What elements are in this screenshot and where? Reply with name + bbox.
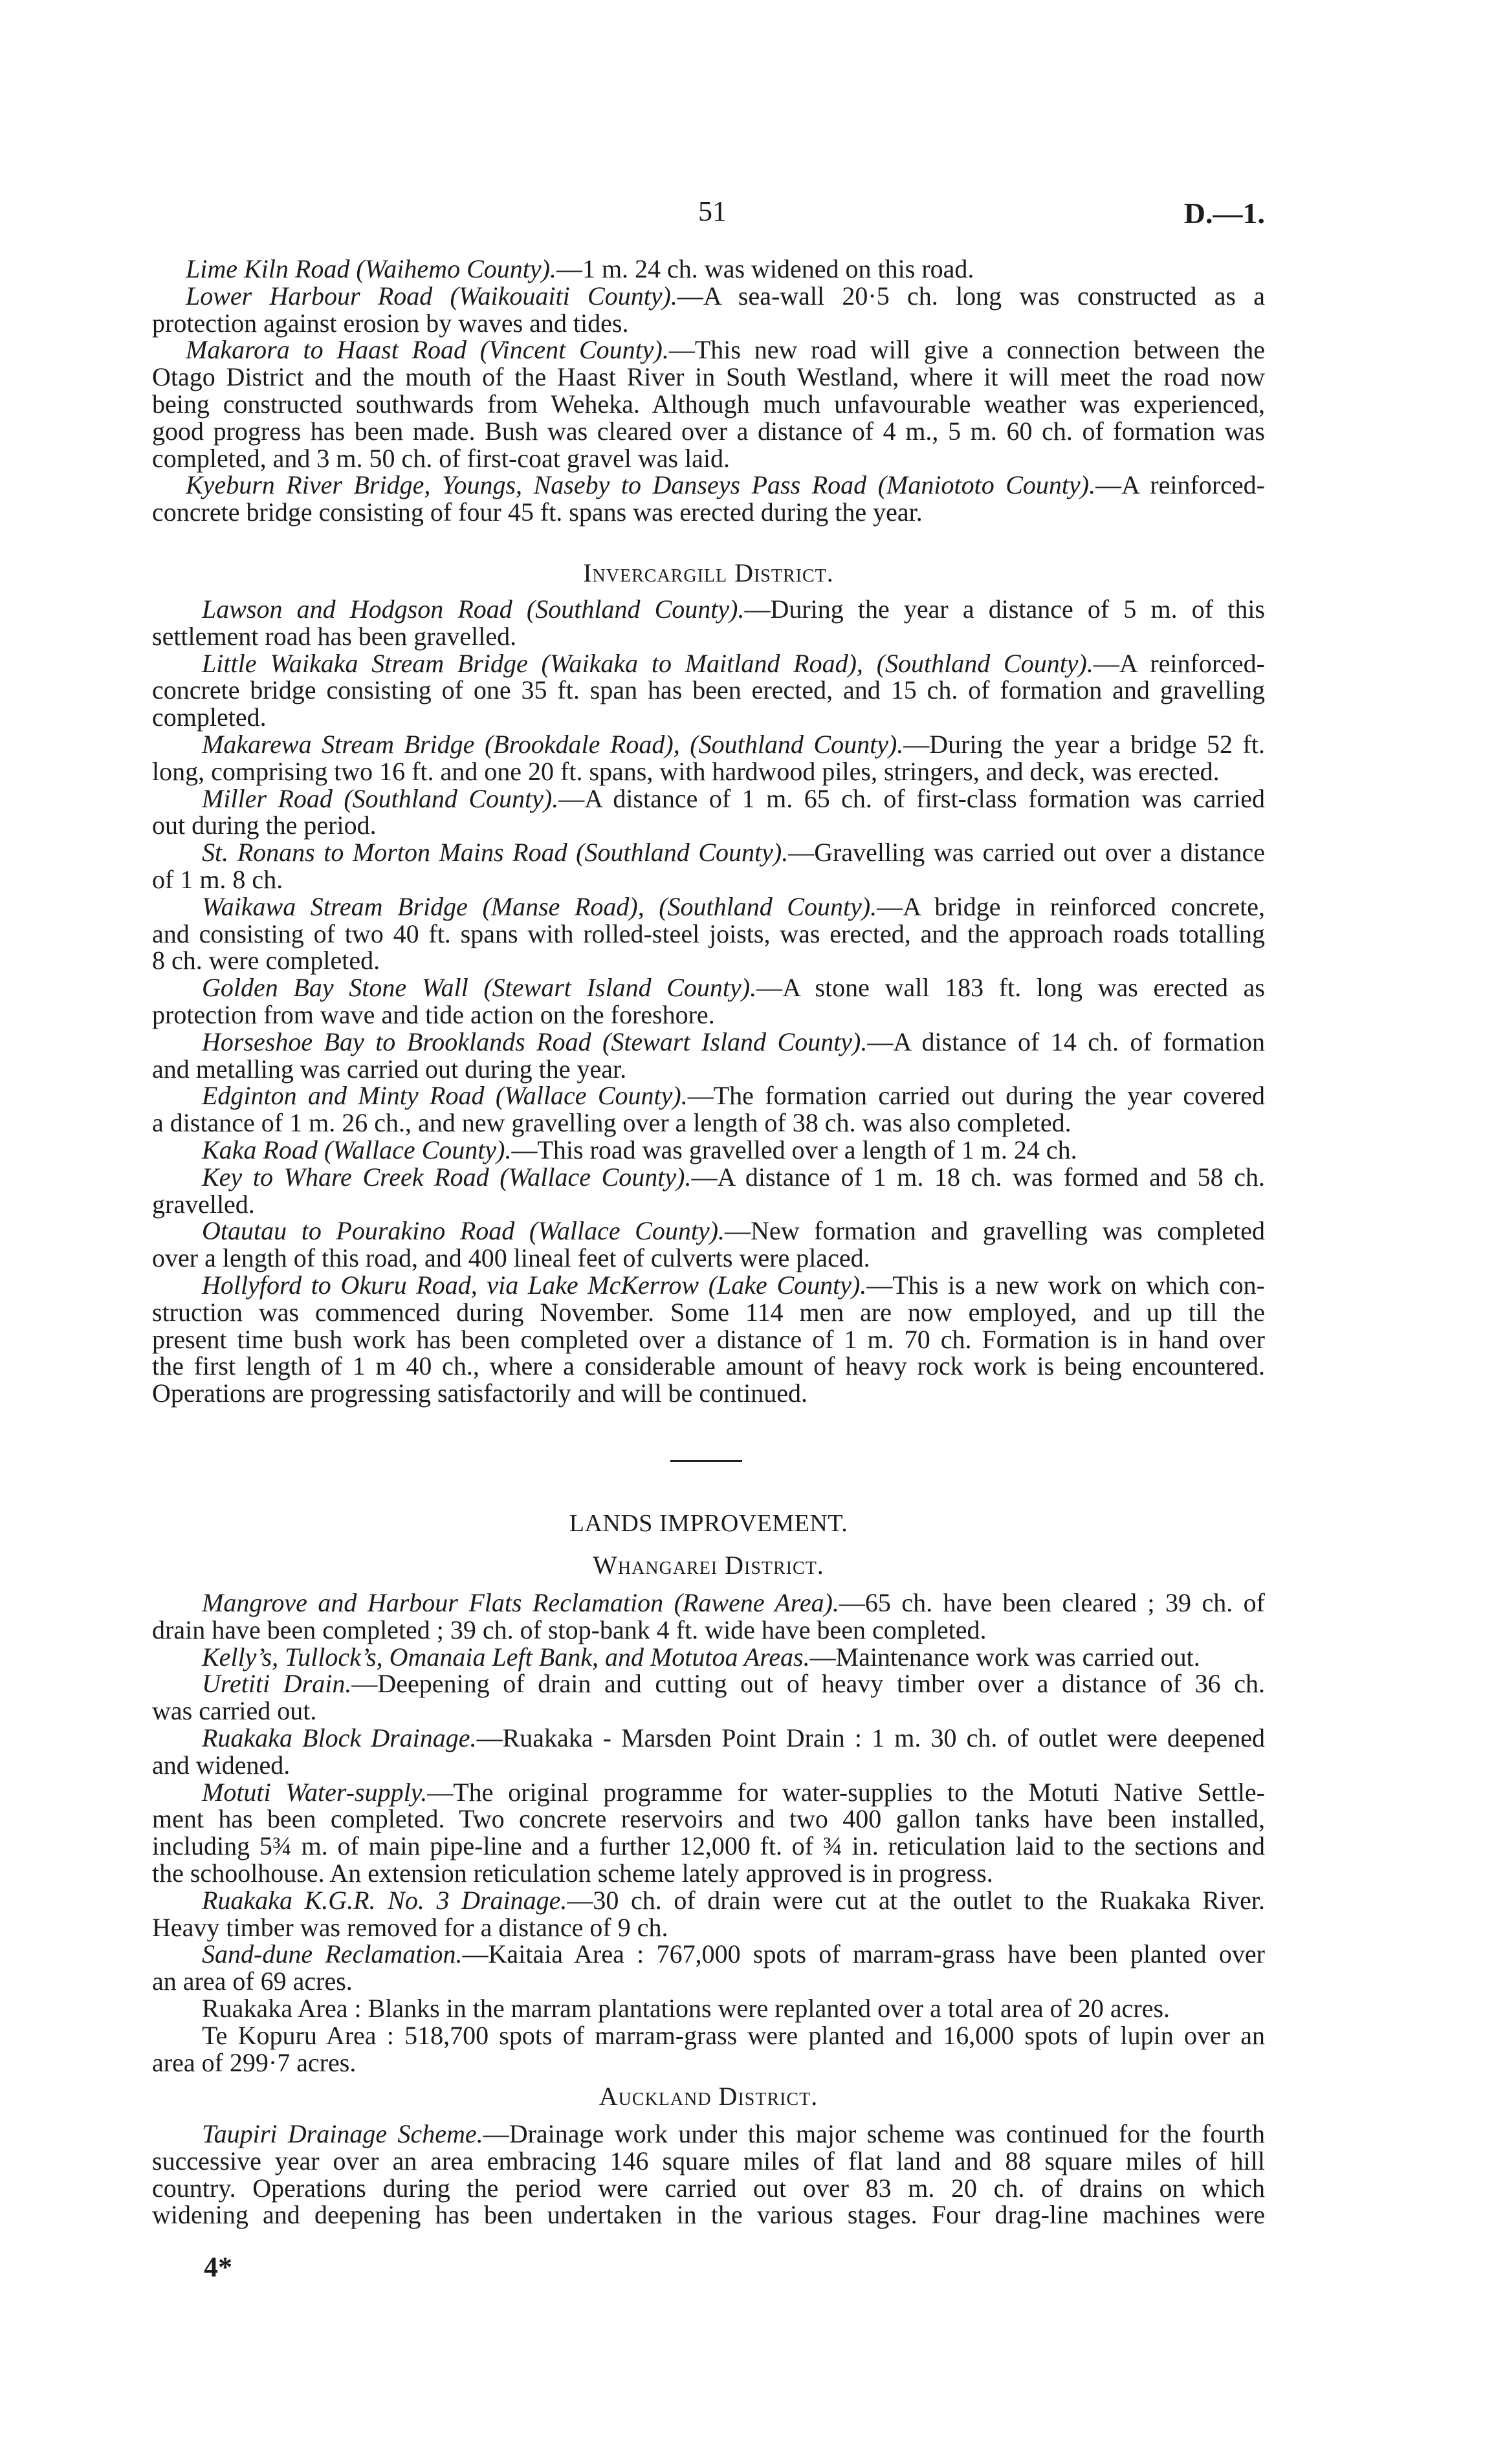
paragraph-text: —The formation carried out during the year covered [687, 1081, 1265, 1111]
paragraph-text: —During the year a bridge 52 ft. [903, 729, 1266, 759]
paragraph [152, 1725, 1265, 1779]
text-line [152, 1056, 1265, 1083]
text-line [152, 704, 1265, 731]
paragraph [152, 893, 1265, 974]
paragraph-text: completed, and 3 m. 50 ch. of first-coat gravel was laid. [152, 443, 731, 473]
text-line [152, 472, 1265, 499]
paragraph-text: —30 ch. of drain were cut at the outlet to the Ruakaka River. [567, 1885, 1265, 1915]
page-number: 51 [698, 195, 727, 227]
paragraph-text: of 1 m. 8 ch. [152, 864, 283, 894]
text-line [152, 947, 1265, 974]
text-line [152, 1887, 1265, 1914]
paragraph-text: struction was commenced during November. Some 114 men are now employed, and up till the [152, 1297, 1265, 1327]
text-line [152, 445, 1265, 472]
signature-mark: 4* [204, 2251, 232, 2283]
paragraph-title: Horseshoe Bay to Brooklands Road (Stewart Island County). [202, 1027, 868, 1056]
paragraph-text: Te Kopuru Area : 518,700 spots of marram-grass were planted and 16,000 spots of lupin over an [202, 2020, 1265, 2050]
paragraph-text: —Gravelling was carried out over a distance [788, 838, 1266, 867]
otago-roads-section [152, 256, 1265, 526]
text-line [152, 2121, 1265, 2148]
paragraph-text: concrete bridge consisting of four 45 ft. spans was erected during the year. [152, 497, 923, 527]
district-heading-whangarei: Whangarei District. [593, 1551, 824, 1580]
paragraph-text: widening and deepening has been undertaken in the various stages. Four drag-line machines were [152, 2200, 1265, 2230]
text-line [152, 866, 1265, 893]
text-line [152, 1001, 1265, 1029]
paragraph [152, 283, 1265, 337]
text-line [152, 364, 1265, 391]
paragraph [152, 839, 1265, 893]
paragraph-title: Uretiti Drain. [202, 1669, 352, 1699]
text-line [152, 1380, 1265, 1407]
paragraph-title: Ruakaka K.G.R. No. 3 Drainage. [202, 1885, 567, 1915]
text-line [152, 1164, 1265, 1191]
text-line [152, 623, 1265, 650]
part-heading-lands-improvement: LANDS IMPROVEMENT. [569, 1510, 848, 1537]
text-line [152, 1029, 1265, 1056]
paragraph [152, 1644, 1265, 1671]
text-line [152, 1805, 1265, 1833]
paragraph-text: —A stone wall 183 ft. long was erected as [756, 973, 1265, 1003]
paragraph-text: —A sea-wall 20·5 ch. long was constructed as a [677, 281, 1265, 311]
paragraph-text: the schoolhouse. An extension reticulation scheme lately approved is in progress. [152, 1858, 993, 1888]
paragraph [152, 1941, 1265, 1995]
paragraph [152, 974, 1265, 1029]
paragraph-text: out during the period. [152, 811, 377, 840]
paragraph-text: —During the year a distance of 5 m. of this [744, 594, 1265, 624]
paragraph [152, 1995, 1265, 2022]
paragraph-text: protection from wave and tide action on the foreshore. [152, 999, 715, 1029]
paragraph-title: Motuti Water-supply. [202, 1777, 428, 1807]
district-heading-invercargill: Invercargill District. [583, 558, 834, 587]
paragraph [152, 336, 1265, 472]
text-line [152, 1995, 1265, 2022]
paragraph-text: being constructed southwards from Weheka. Although much unfavourable weather was experienced, [152, 389, 1265, 419]
paragraph [152, 2022, 1265, 2077]
paragraph [152, 1670, 1265, 1725]
report-code: D.—1. [1183, 197, 1265, 230]
paragraph-text: the first length of 1 m 40 ch., where a considerable amount of heavy rock work is being encountered. [152, 1351, 1265, 1381]
paragraph-title: Kaka Road (Wallace County). [202, 1135, 512, 1164]
paragraph [152, 256, 1265, 283]
paragraph-text: Otago District and the mouth of the Haast River in South Westland, where it will meet the road now [152, 362, 1265, 392]
text-line [152, 1752, 1265, 1779]
paragraph-text: and metalling was carried out during the year. [152, 1054, 627, 1084]
whangarei-section [152, 1589, 1265, 2076]
paragraph-title: Waikawa Stream Bridge (Manse Road), (Southland County). [202, 891, 877, 921]
text-line [152, 1326, 1265, 1353]
paragraph-text: —65 ch. have been cleared ; 39 ch. of [839, 1588, 1265, 1617]
paragraph-text: and widened. [152, 1750, 291, 1780]
paragraph-text: —A reinforced- [1095, 470, 1265, 500]
paragraph-text: including 5¾ m. of main pipe-line and a further 12,000 ft. of ¾ in. reticulation laid to the sections and [152, 1831, 1265, 1861]
paragraph-text: an area of 69 acres. [152, 1967, 353, 1996]
paragraph-text: completed. [152, 703, 267, 732]
paragraph [152, 1137, 1265, 1164]
paragraph-title: Key to Whare Creek Road (Wallace County). [202, 1162, 692, 1192]
text-line [152, 1670, 1265, 1697]
text-line [152, 1191, 1265, 1218]
invercargill-section [152, 596, 1265, 1407]
paragraph-title: Edginton and Minty Road (Wallace County). [202, 1081, 688, 1111]
paragraph [152, 596, 1265, 650]
text-line [152, 336, 1265, 364]
paragraph-text: —1 m. 24 ch. was widened on this road. [556, 254, 974, 283]
paragraph [152, 731, 1265, 785]
text-line [152, 1968, 1265, 1995]
paragraph-text: successive year over an area embracing 146 square miles of flat land and 88 square miles of hill [152, 2146, 1265, 2175]
text-line [152, 1617, 1265, 1644]
paragraph-text: over a length of this road, and 400 lineal feet of culverts were placed. [152, 1243, 870, 1273]
text-line [152, 893, 1265, 921]
text-line [152, 785, 1265, 812]
text-line [152, 1860, 1265, 1887]
paragraph [152, 1779, 1265, 1887]
text-line [152, 1833, 1265, 1860]
paragraph-text: protection against erosion by waves and tides. [152, 308, 629, 338]
paragraph-text: gravelled. [152, 1189, 255, 1219]
paragraph-title: Hollyford to Okuru Road, via Lake McKerrow (Lake County). [202, 1270, 867, 1300]
paragraph-text: ment has been completed. Two concrete reservoirs and two 400 gallon tanks have been installed, [152, 1804, 1265, 1834]
text-line [152, 2201, 1265, 2229]
text-line [152, 1644, 1265, 1671]
paragraph-text: —Maintenance work was carried out. [809, 1642, 1200, 1672]
paragraph-text: a distance of 1 m. 26 ch., and new gravelling over a length of 38 ch. was also completed. [152, 1108, 1071, 1138]
paragraph-text: settlement road has been gravelled. [152, 621, 517, 651]
paragraph-title: Ruakaka Block Drainage. [202, 1723, 477, 1752]
text-line [152, 1299, 1265, 1326]
paragraph [152, 1217, 1265, 1272]
text-line [152, 1245, 1265, 1272]
paragraph [152, 1029, 1265, 1083]
text-line [152, 812, 1265, 839]
text-line [152, 2049, 1265, 2077]
paragraph-text: Operations are progressing satisfactorily and will be continued. [152, 1379, 808, 1408]
paragraph-title: Makarora to Haast Road (Vincent County). [186, 335, 669, 365]
paragraph-title: Little Waikaka Stream Bridge (Waikaka to Maitland Road), (Southland County). [202, 648, 1093, 678]
paragraph [152, 1887, 1265, 1941]
text-line [152, 1589, 1265, 1617]
paragraph-text: was carried out. [152, 1696, 317, 1726]
paragraph [152, 1272, 1265, 1407]
paragraph-title: St. Ronans to Morton Mains Road (Southland County). [202, 838, 789, 867]
text-line [152, 283, 1265, 310]
paragraph-text: good progress has been made. Bush was cleared over a distance of 4 m., 5 m. 60 ch. of formation was [152, 416, 1265, 446]
text-line [152, 2148, 1265, 2175]
paragraph-title: Lawson and Hodgson Road (Southland County). [202, 594, 745, 624]
paragraph-text: long, comprising two 16 ft. and one 20 ft. spans, with hardwood piles, stringers, and deck, was erected. [152, 756, 1220, 786]
text-line [152, 839, 1265, 866]
paragraph-text: Ruakaka Area : Blanks in the marram plantations were replanted over a total area of 20 acres. [202, 1993, 1170, 2023]
paragraph-text: —Ruakaka - Marsden Point Drain : 1 m. 30 ch. of outlet were deepened [476, 1723, 1265, 1752]
text-line [152, 391, 1265, 418]
paragraph-title: Kelly’s, Tullock’s, Omanaia Left Bank, and Motutoa Areas. [202, 1642, 810, 1672]
paragraph-text: —This is a new work on which con- [866, 1270, 1265, 1300]
paragraph-title: Lower Harbour Road (Waikouaiti County). [186, 281, 677, 311]
text-line [152, 1137, 1265, 1164]
paragraph [152, 785, 1265, 840]
paragraph-text: —Drainage work under this major scheme was continued for the fourth [483, 2119, 1265, 2148]
paragraph-title: Lime Kiln Road (Waihemo County). [186, 254, 556, 283]
paragraph [152, 472, 1265, 526]
text-line [152, 2175, 1265, 2202]
text-line [152, 731, 1265, 758]
paragraph-text: —Deepening of drain and cutting out of heavy timber over a distance of 36 ch. [351, 1669, 1265, 1699]
paragraph-text: present time bush work has been completed over a distance of 1 m. 70 ch. Formation is in hand over [152, 1324, 1265, 1354]
paragraph-title: Golden Bay Stone Wall (Stewart Island County). [202, 973, 757, 1003]
paragraph-text: country. Operations during the period were carried out over 83 m. 20 ch. of drains on which [152, 2173, 1265, 2203]
text-line [152, 499, 1265, 526]
paragraph [152, 2121, 1265, 2229]
paragraph-title: Makarewa Stream Bridge (Brookdale Road), (Southland County). [202, 729, 904, 759]
text-line [152, 1109, 1265, 1137]
paragraph-text: —This road was gravelled over a length of 1 m. 24 ch. [511, 1135, 1077, 1164]
text-line [152, 1272, 1265, 1299]
paragraph-title: Mangrove and Harbour Flats Reclamation (Rawene Area). [202, 1588, 839, 1617]
district-heading-auckland: Auckland District. [599, 2082, 818, 2111]
paragraph-text: —A distance of 1 m. 18 ch. was formed and 58 ch. [691, 1162, 1265, 1192]
text-line [152, 256, 1265, 283]
text-line [152, 758, 1265, 785]
auckland-section [152, 2121, 1265, 2229]
paragraph-text: Heavy timber was removed for a distance of 9 ch. [152, 1912, 668, 1942]
paragraph-text: —Kaitaia Area : 767,000 spots of marram-grass have been planted over [462, 1939, 1265, 1969]
paragraph-title: Kyeburn River Bridge, Youngs, Naseby to Danseys Pass Road (Maniototo County). [186, 470, 1096, 500]
paragraph-text: area of 299·7 acres. [152, 2047, 357, 2077]
text-line [152, 974, 1265, 1001]
paragraph-text: —This new road will give a connection between the [668, 335, 1265, 365]
text-line [152, 596, 1265, 623]
paragraph-title: Sand-dune Reclamation. [202, 1939, 463, 1969]
paragraph-text: 8 ch. were completed. [152, 946, 380, 976]
text-line [152, 1779, 1265, 1806]
section-divider-rule [670, 1460, 742, 1462]
text-line [152, 1914, 1265, 1941]
paragraph-text: drain have been completed ; 39 ch. of stop-bank 4 ft. wide have been completed. [152, 1615, 987, 1644]
paragraph-title: Otautau to Pourakino Road (Wallace County). [202, 1216, 725, 1246]
paragraph-text: —A reinforced- [1093, 648, 1265, 678]
paragraph-text: and consisting of two 40 ft. spans with rolled-steel joists, was erected, and the approach roads totalling [152, 919, 1265, 948]
text-line [152, 1697, 1265, 1725]
paragraph-title: Taupiri Drainage Scheme. [202, 2119, 483, 2148]
text-line [152, 1725, 1265, 1752]
paragraph [152, 1164, 1265, 1218]
text-line [152, 650, 1265, 677]
text-line [152, 2022, 1265, 2049]
paragraph-text: —A distance of 14 ch. of formation [867, 1027, 1265, 1056]
paragraph [152, 1589, 1265, 1644]
paragraph-text: —A distance of 1 m. 65 ch. of first-class formation was carried [558, 783, 1265, 813]
paragraph-text: —A bridge in reinforced concrete, [877, 891, 1266, 921]
paragraph [152, 650, 1265, 731]
text-line [152, 310, 1265, 337]
paragraph-text: —New formation and gravelling was completed [725, 1216, 1265, 1246]
text-line [152, 677, 1265, 704]
paragraph-text: concrete bridge consisting of one 35 ft. span has been erected, and 15 ch. of formation and gravelling [152, 675, 1265, 705]
text-line [152, 1217, 1265, 1245]
text-line [152, 1353, 1265, 1380]
text-line [152, 1082, 1265, 1109]
paragraph-text: —The original programme for water-supplies to the Motuti Native Settle- [427, 1777, 1265, 1807]
text-line [152, 418, 1265, 445]
text-line [152, 1941, 1265, 1968]
paragraph [152, 1082, 1265, 1137]
paragraph-title: Miller Road (Southland County). [202, 783, 559, 813]
text-line [152, 921, 1265, 948]
